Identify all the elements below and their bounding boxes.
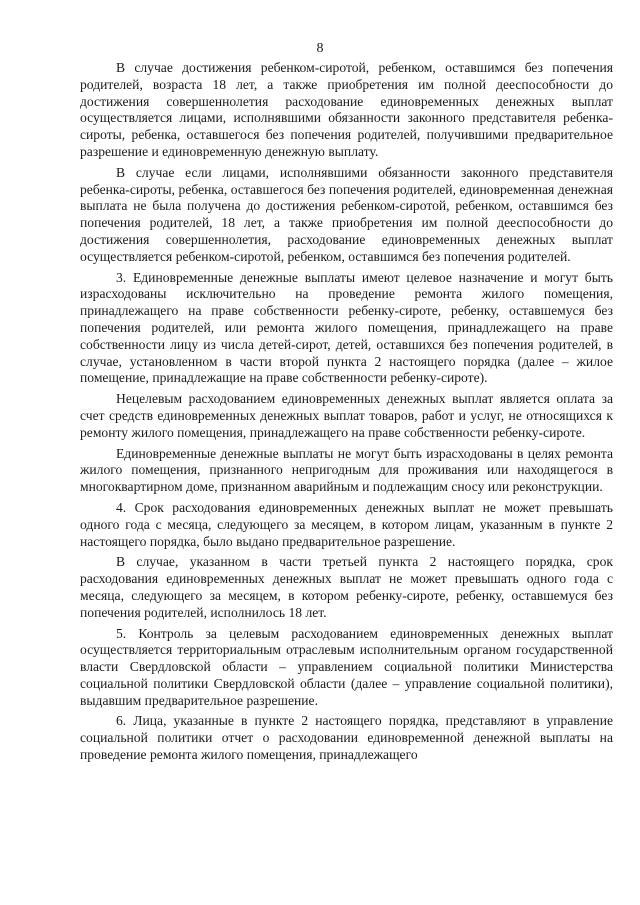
paragraph-1: В случае достижения ребенком-сиротой, ребенком, оставшимся без попечения родителей, возраста 18 лет, а также приобретения им полной дееспособности до достижения совершеннолетия расходование единовременных денежных выплат осуществляется лицами, исполнявшими обязанности законного представителя ребенка-сироты, ребенка, оставшегося без попечения родителей, получившими предварительное разрешение и единовременную денежную выплату. bbox=[80, 60, 613, 159]
paragraph-8: 5. Контроль за целевым расходованием единовременных денежных выплат осуществляется территориальным отраслевым исполнительным органом государственной власти Свердловской области – управлением социальной политики Министерства социальной политики Свердловской области (далее – управление социальной политики), выдавшим предварительное разрешение. bbox=[80, 625, 613, 708]
paragraph-6: 4. Срок расходования единовременных денежных выплат не может превышать одного года с месяца, следующего за месяцем, в котором лицам, указанным в пункте 2 настоящего порядка, было выдано предварительное разрешение. bbox=[80, 499, 613, 549]
paragraph-5: Единовременные денежные выплаты не могут быть израсходованы в целях ремонта жилого помещения, признанного непригодным для проживания или находящегося в многоквартирном доме, признанном аварийным и подлежащим сносу или реконструкции. bbox=[80, 445, 613, 495]
page-number: 8 bbox=[316, 41, 324, 56]
paragraph-9: 6. Лица, указанные в пункте 2 настоящего порядка, представляют в управление социальной политики отчет о расходовании единовременной денежной выплаты на проведение ремонта жилого помещения, принадлежащего bbox=[80, 713, 613, 763]
paragraph-2: В случае если лицами, исполнявшими обязанности законного представителя ребенка-сироты, ребенка, оставшегося без попечения родителей, единовременная денежная выплата не была получена до достижения ребенком-сиротой, ребенком, оставшимся без попечения родителей, 18 лет, а также приобретения им полной дееспособности до достижения совершеннолетия, расходование единовременных денежных выплат осуществляется ребенком-сиротой, ребенком, оставшимся без попечения родителей. bbox=[80, 164, 613, 264]
document-body bbox=[80, 60, 613, 764]
paragraph-4: Нецелевым расходованием единовременных денежных выплат является оплата за счет средств единовременных денежных выплат товаров, работ и услуг, не относящихся к ремонту жилого помещения, принадлежащего на праве собственности ребенку-сироте. bbox=[80, 391, 613, 440]
paragraph-3: 3. Единовременные денежные выплаты имеют целевое назначение и могут быть израсходованы исключительно на проведение ремонта жилого помещения, принадлежащего на праве собственности ребенку-сироте, ребенку, оставшемуся без попечения родителей, или ремонта жилого помещения, принадлежащего на праве собственности лицу из числа детей-сирот, детей, оставшихся без попечения родителей, в случае, установленном в части второй пункта 2 настоящего порядка (далее – жилое помещение, принадлежащие на праве собственности ребенку-сироте). bbox=[80, 269, 613, 386]
paragraph-7: В случае, указанном в части третьей пункта 2 настоящего порядка, срок расходования единовременных денежных выплат не может превышать одного года с месяца, следующего за месяцем, в котором ребенку-сироте, ребенку, оставшемуся без попечения родителей, исполнилось 18 лет. bbox=[80, 554, 613, 620]
